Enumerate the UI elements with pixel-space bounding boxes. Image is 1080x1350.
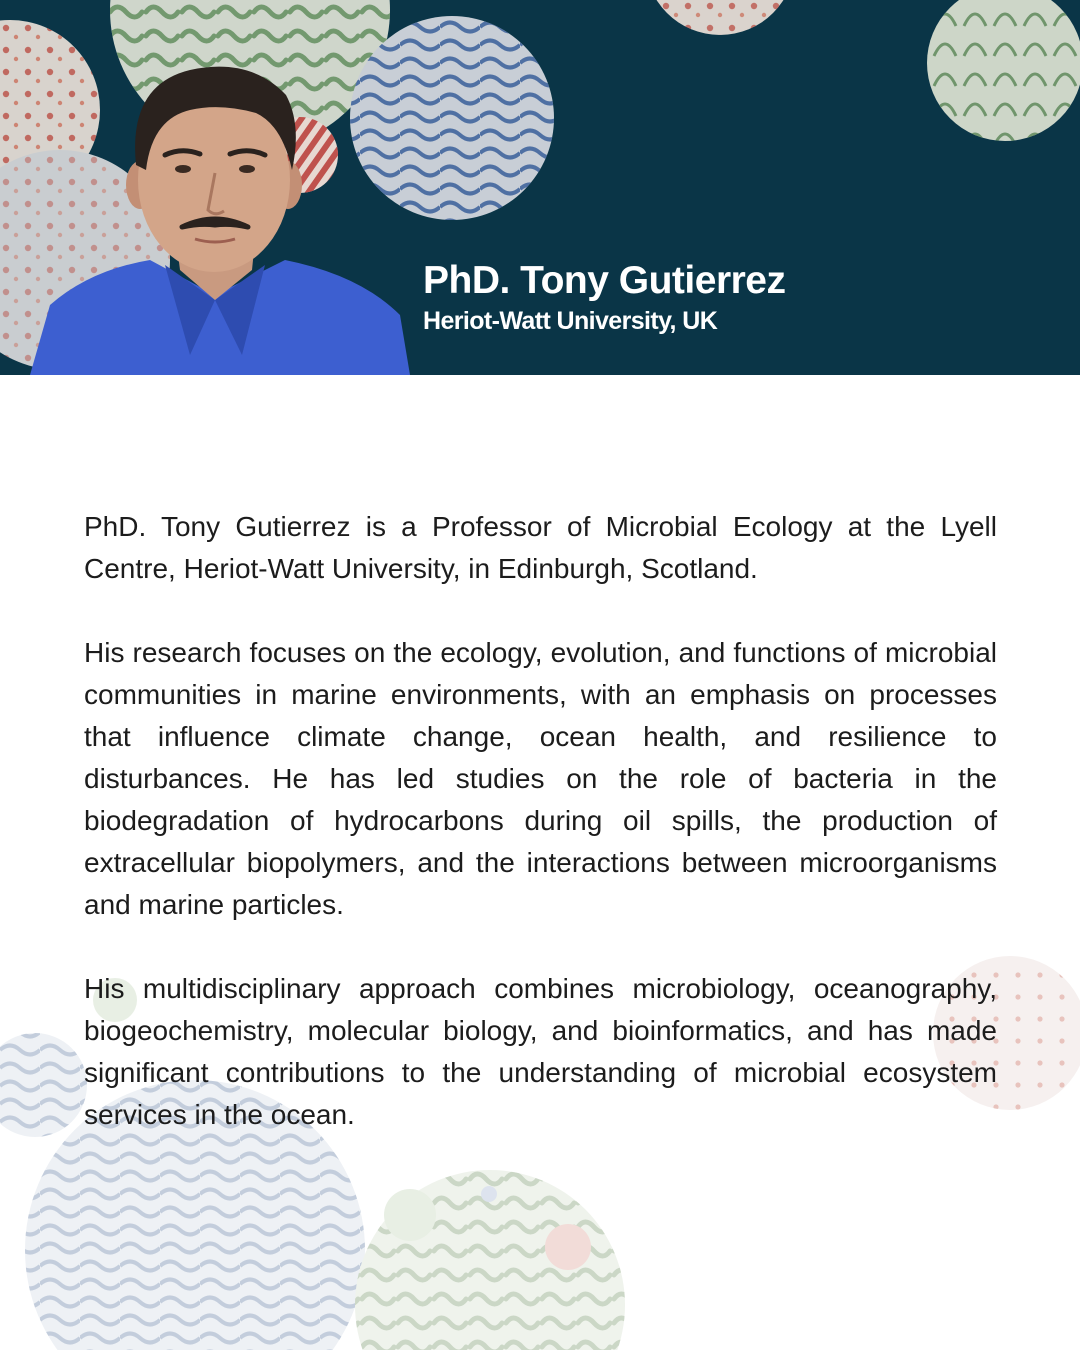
affiliation: Heriot-Watt University, UK — [423, 306, 718, 335]
bio-paragraph: His research focuses on the ecology, evolution, and functions of microbial communities in marine environments, with an emphasis on processes that influence climate change, ocean health, and resilience to disturbances. He has led studies on the role of bacteria in the biodegradation of hydrocarbons during oil spills, the production of extracellular biopolymers, and the interactions between microorganisms and marine particles. — [84, 637, 997, 920]
bio-paragraph: PhD. Tony Gutierrez is a Professor of Microbial Ecology at the Lyell Centre, Heriot-Watt University, in Edinburgh, Scotland. — [84, 511, 997, 584]
portrait-photo — [30, 55, 410, 375]
biography — [84, 506, 997, 1178]
header-banner — [0, 0, 1080, 375]
bio-paragraph: His multidisciplinary approach combines microbiology, oceanography, biogeochemistry, molecular biology, and bioinformatics, and has made significant contributions to the understanding of microbial ecosystem services in the ocean. — [84, 973, 997, 1130]
person-name: PhD. Tony Gutierrez — [423, 259, 786, 302]
name-block — [423, 258, 786, 336]
